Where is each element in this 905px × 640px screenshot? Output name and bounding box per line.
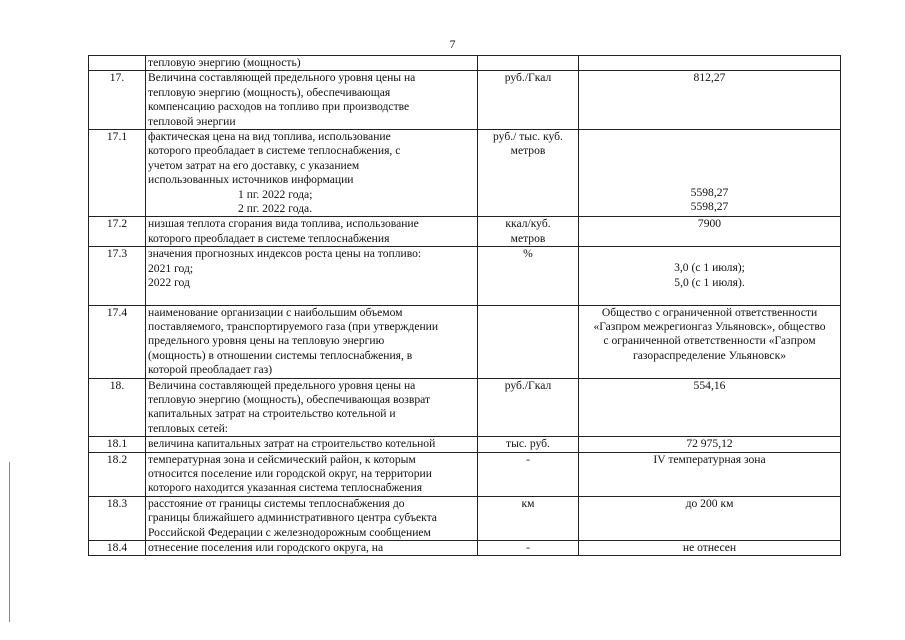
- unit-line: метров: [510, 144, 546, 158]
- row-value: [579, 437, 841, 452]
- row-unit: [478, 217, 579, 247]
- description-line: капитальных затрат на строительство котельной и: [148, 407, 396, 421]
- description-line: 2022 год: [148, 276, 190, 290]
- row-description: [146, 247, 478, 305]
- row-number: 18.3: [89, 496, 146, 540]
- value-line: 554,16: [693, 378, 726, 392]
- row-unit: [478, 496, 579, 540]
- description-line: Величина составляющей предельного уровня цены на: [148, 378, 416, 392]
- row-value: [579, 217, 841, 247]
- row-number: 18.: [89, 378, 146, 437]
- row-unit: [478, 541, 579, 556]
- value-line: 3,0 (с 1 июля);: [674, 261, 745, 275]
- row-unit: [478, 247, 579, 305]
- description-line: учетом затрат на его доставку, с указанием: [148, 158, 360, 172]
- value-line: 5598,27: [690, 186, 729, 200]
- description-line: использованных источников информации: [148, 173, 354, 187]
- row-number: 17.2: [89, 217, 146, 247]
- value-line: с ограниченной ответственности «Газпром: [603, 334, 816, 348]
- table-row: [89, 378, 841, 437]
- row-unit: [478, 305, 579, 378]
- table-row: [89, 247, 841, 305]
- row-unit: [478, 437, 579, 452]
- description-line: Российской Федерации с железнодорожным сообщением: [148, 525, 431, 539]
- row-value: [579, 247, 841, 305]
- row-description: [146, 71, 478, 130]
- scan-margin-mark: [9, 462, 10, 622]
- row-value: [579, 130, 841, 217]
- table-row: [89, 437, 841, 452]
- value-line: газораспределение Ульяновск»: [632, 348, 786, 362]
- description-line: которого находится указанная система теплоснабжения: [148, 481, 423, 495]
- table-row: [89, 71, 841, 130]
- value-line: 5,0 (с 1 июля).: [674, 275, 745, 289]
- row-value: [579, 452, 841, 496]
- value-line: 72 975,12: [686, 437, 733, 451]
- description-line: компенсацию расходов на топливо при производстве: [148, 100, 410, 114]
- unit-line: -: [526, 541, 530, 554]
- description-line: значения прогнозных индексов роста цены на топливо:: [148, 247, 422, 261]
- row-description: [146, 437, 478, 452]
- description-line: отнесение поселения или городского округа, на: [148, 541, 384, 554]
- row-description: [146, 305, 478, 378]
- unit-line: тыс. руб.: [506, 437, 550, 451]
- row-value: [579, 541, 841, 556]
- value-line: 812,27: [693, 71, 726, 85]
- description-line: фактическая цена на вид топлива, использование: [148, 130, 391, 144]
- row-value: [579, 305, 841, 378]
- row-unit: [478, 56, 579, 71]
- value-line: до 200 км: [685, 496, 734, 510]
- row-description: [146, 496, 478, 540]
- description-line: температурная зона и сейсмический район, к которым: [148, 452, 416, 466]
- unit-line: руб./Гкал: [504, 71, 552, 85]
- description-line: которого преобладает в системе теплоснабжения: [148, 231, 390, 245]
- unit-line: метров: [510, 231, 546, 245]
- row-description: [146, 452, 478, 496]
- description-line: тепловую энергию (мощность), обеспечивающая возврат: [148, 392, 431, 406]
- description-line: низшая теплота сгорания вида топлива, использование: [148, 217, 419, 231]
- table-row: [89, 541, 841, 556]
- value-line: «Газпром межрегионгаз Ульяновск», общество: [593, 319, 826, 333]
- table-row: [89, 305, 841, 378]
- description-line: Величина составляющей предельного уровня цены на: [148, 71, 416, 85]
- row-number: 17.1: [89, 130, 146, 217]
- description-line: поставляемого, транспортируемого газа (при утверждении: [148, 319, 439, 333]
- description-period: 2 пг. 2022 года.: [238, 202, 313, 216]
- description-line: относится поселение или городской округ, на территории: [148, 466, 432, 480]
- row-value: [579, 56, 841, 71]
- description-line: которой преобладает газ): [148, 363, 273, 377]
- row-value: [579, 378, 841, 437]
- row-unit: [478, 378, 579, 437]
- description-line: наименование организации с наибольшим объемом: [148, 305, 403, 319]
- table-row: [89, 130, 841, 217]
- table-row: [89, 56, 841, 71]
- table-row: [89, 452, 841, 496]
- row-description: [146, 130, 478, 217]
- description-line: тепловой энергии: [148, 114, 236, 128]
- row-number: 17.: [89, 71, 146, 130]
- row-value: [579, 496, 841, 540]
- row-description: [146, 541, 478, 556]
- row-number: 18.2: [89, 452, 146, 496]
- table-row: [89, 217, 841, 247]
- description-line: которого преобладает в системе теплоснабжения, с: [148, 144, 401, 158]
- row-unit: [478, 130, 579, 217]
- description-period: 1 пг. 2022 года;: [238, 187, 313, 201]
- unit-line: -: [526, 452, 530, 466]
- value-line: 7900: [697, 217, 722, 231]
- description-line: тепловых сетей:: [148, 421, 229, 435]
- page-number: 7: [449, 37, 456, 51]
- row-unit: [478, 71, 579, 130]
- row-description: [146, 378, 478, 437]
- value-line: IV температурная зона: [653, 452, 766, 466]
- description-line: границы ближайшего административного центра субъекта: [148, 511, 437, 525]
- description-line: расстояние от границы системы теплоснабжения до: [148, 496, 405, 510]
- value-line: Общество с ограниченной ответственности: [601, 305, 818, 319]
- row-value: [579, 71, 841, 130]
- description-line: (мощность) в отношении системы теплоснабжения, в: [148, 348, 413, 362]
- row-description: [146, 217, 478, 247]
- tariff-table: [88, 55, 841, 556]
- description-line: тепловую энергию (мощность), обеспечивающая: [148, 85, 391, 99]
- unit-line: %: [523, 247, 533, 261]
- description-line: 2021 год;: [148, 261, 194, 275]
- row-number: 17.3: [89, 247, 146, 305]
- description-line: величина капитальных затрат на строительство котельной: [148, 437, 436, 451]
- row-number: 18.1: [89, 437, 146, 452]
- row-number: [89, 56, 146, 71]
- row-number: 18.4: [89, 541, 146, 556]
- value-line: не отнесен: [682, 541, 737, 554]
- row-description: [146, 56, 478, 71]
- row-unit: [478, 452, 579, 496]
- unit-line: руб./Гкал: [504, 378, 552, 392]
- unit-line: руб./ тыс. куб.: [493, 130, 563, 144]
- unit-line: км: [521, 496, 535, 510]
- description-line: тепловую энергию (мощность): [148, 56, 301, 69]
- unit-line: ккал/куб.: [505, 217, 551, 231]
- row-number: 17.4: [89, 305, 146, 378]
- description-line: предельного уровня цены на тепловую энергию: [148, 334, 385, 348]
- value-line: 5598,27: [690, 200, 729, 214]
- table-row: [89, 496, 841, 540]
